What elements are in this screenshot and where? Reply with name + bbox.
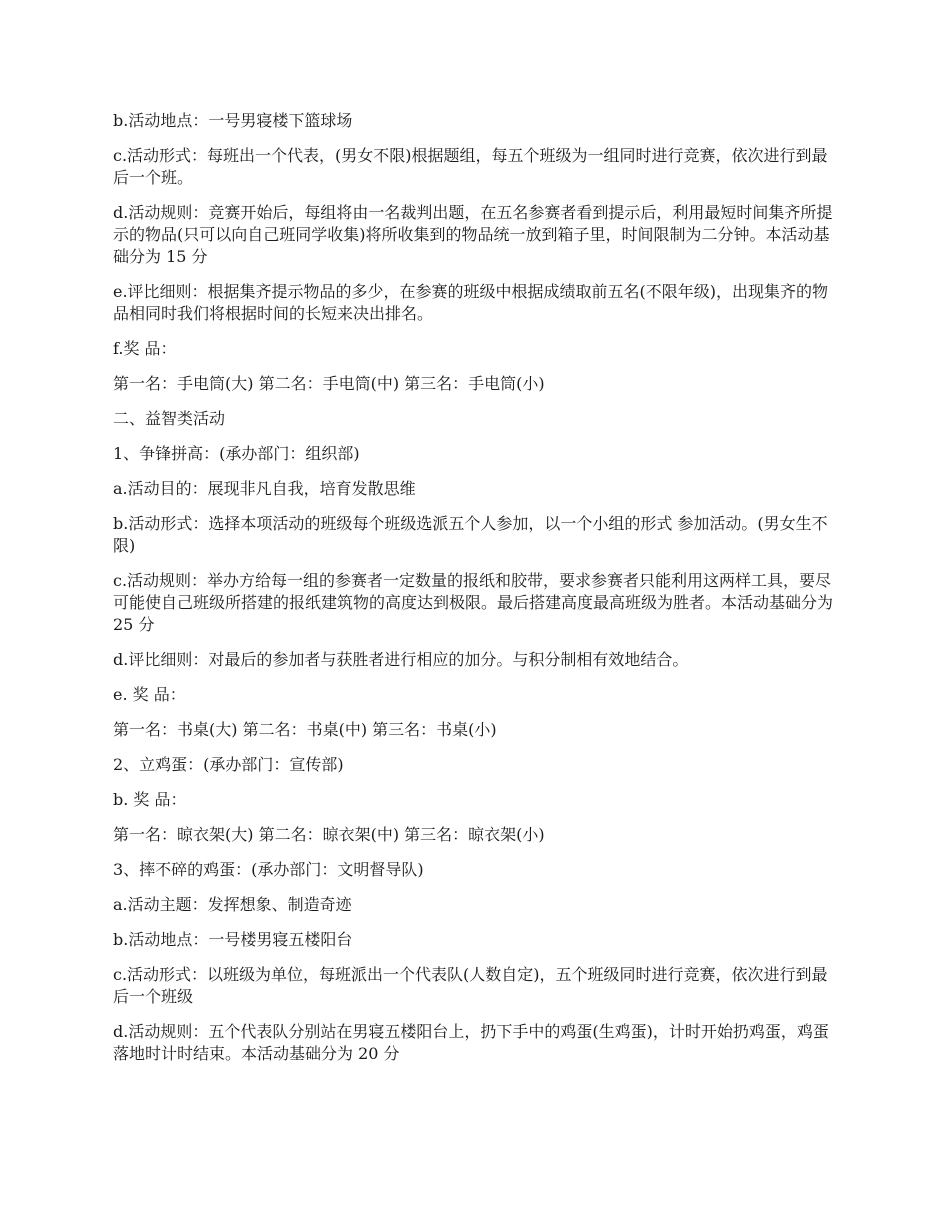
paragraph-prizes-heading: b. 奖 品：: [113, 790, 187, 809]
paragraph-prizes-list: 第一名：手电筒(大) 第二名：手电筒(中) 第三名：手电筒(小): [113, 374, 545, 393]
paragraph-judging-rules: d.评比细则：对最后的参加者与获胜者进行相应的加分。与积分制相有效地结合。: [113, 650, 689, 669]
paragraph-activity-format: b.活动形式：选择本项活动的班级每个班级选派五个人参加，以一个小组的形式 参加活动。(男女生不限): [113, 514, 828, 555]
paragraph-activity-format: c.活动形式：每班出一个代表，(男女不限)根据题组，每五个班级为一组同时进行竞赛，依次进行到最后一个班。: [113, 146, 828, 187]
paragraph-prizes-list: 第一名：晾衣架(大) 第二名：晾衣架(中) 第三名：晾衣架(小): [113, 825, 545, 844]
section-heading-puzzle-activities: 二、益智类活动: [113, 409, 226, 428]
paragraph-activity-rules: c.活动规则：举办方给每一组的参赛者一定数量的报纸和胶带，要求参赛者只能利用这两样工具，要尽可能使自己班级所搭建的报纸建筑物的高度达到极限。最后搭建高度最高班级为胜者。本活动基础分为 25 分: [113, 571, 834, 634]
paragraph-prizes-heading: f.奖 品：: [113, 339, 177, 358]
subsection-heading-egg-drop: 3、摔不碎的鸡蛋：(承办部门：文明督导队): [113, 860, 424, 879]
paragraph-prizes-heading: e. 奖 品：: [113, 685, 186, 704]
paragraph-prizes-list: 第一名：书桌(大) 第二名：书桌(中) 第三名：书桌(小): [113, 720, 497, 739]
subsection-heading-tower-building: 1、争锋拼高：(承办部门：组织部): [113, 444, 360, 463]
paragraph-activity-format: c.活动形式：以班级为单位，每班派出一个代表队(人数自定)，五个班级同时进行竞赛，依次进行到最后一个班级: [113, 965, 828, 1006]
paragraph-activity-purpose: a.活动目的：展现非凡自我，培育发散思维: [113, 479, 416, 498]
paragraph-activity-location: b.活动地点：一号男寝楼下篮球场: [113, 111, 353, 130]
paragraph-activity-theme: a.活动主题：发挥想象、制造奇迹: [113, 895, 352, 914]
paragraph-activity-location: b.活动地点：一号楼男寝五楼阳台: [113, 930, 353, 949]
paragraph-activity-rules: d.活动规则：竞赛开始后，每组将由一名裁判出题，在五名参赛者看到提示后，利用最短时间集齐所提示的物品(只可以向自己班同学收集)将所收集到的物品统一放到箱子里，时间限制为二分钟。本活动基础分为 15 分: [113, 203, 833, 266]
paragraph-judging-rules: e.评比细则：根据集齐提示物品的多少，在参赛的班级中根据成绩取前五名(不限年级)，出现集齐的物品相同时我们将根据时间的长短来决出排名。: [113, 282, 829, 323]
document-body: [113, 110, 841, 1078]
subsection-heading-egg-standing: 2、立鸡蛋：(承办部门：宣传部): [113, 755, 344, 774]
paragraph-activity-rules: d.活动规则：五个代表队分别站在男寝五楼阳台上，扔下手中的鸡蛋(生鸡蛋)，计时开始扔鸡蛋，鸡蛋落地时计时结束。本活动基础分为 20 分: [113, 1022, 829, 1063]
